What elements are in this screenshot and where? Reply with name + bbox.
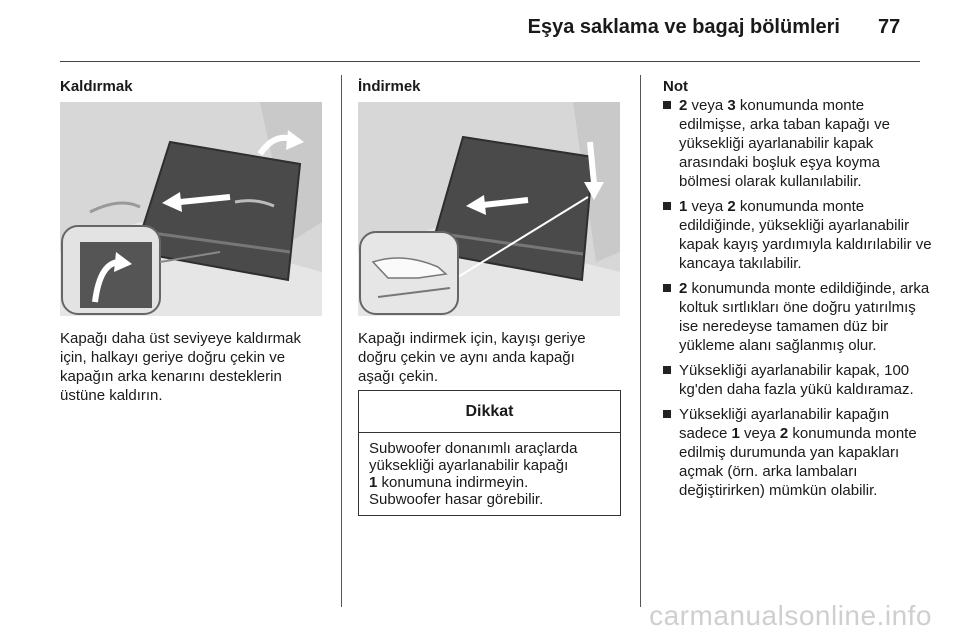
lowering-text-line: doğru çekin ve aynı anda kapağı — [358, 349, 575, 366]
bullet-icon — [663, 410, 671, 418]
bullet-icon — [663, 284, 671, 292]
lifting-illustration — [60, 102, 322, 316]
position-number: 2 — [679, 280, 688, 297]
lowering-text — [358, 329, 586, 386]
note-text: veya — [687, 97, 728, 114]
page-number: 77 — [878, 16, 901, 38]
lifting-text — [60, 329, 301, 405]
lifting-text-line: üstüne kaldırın. — [60, 387, 163, 404]
caution-line-text: konumuna indirmeyin. — [377, 474, 529, 491]
position-number: 2 — [727, 198, 736, 215]
position-number: 3 — [727, 97, 736, 114]
note-heading: Not — [663, 78, 688, 95]
position-number: 1 — [369, 474, 378, 491]
bullet-icon — [663, 366, 671, 374]
lifting-heading: Kaldırmak — [60, 78, 133, 95]
lifting-text-line: Kapağı daha üst seviyeye kaldırmak — [60, 330, 301, 347]
caution-line — [369, 474, 610, 491]
page-header-title: Eşya saklama ve bagaj bölümleri — [527, 16, 840, 38]
note-text: konumunda monte edildiğinde, arka koltuk sırtlıkları öne doğru yatırılmış ise neredeyse tamamen düz bir yükleme alanı sağlanmış olur. — [679, 280, 930, 354]
lifting-text-line: kapağın arka kenarını desteklerin — [60, 368, 282, 385]
note-text: Yüksekliği ayarlanabilir kapak, 100 kg'den daha fazla yükü kaldıramaz. — [679, 362, 914, 398]
position-number: 1 — [731, 425, 740, 442]
position-number: 1 — [679, 198, 688, 215]
position-number: 2 — [779, 425, 789, 442]
bullet-icon — [663, 202, 671, 210]
note-text: konumunda monte edildiğinde, yüksekliği ayarlanabilir kapak kayış yardımıyla kaldırılabilir ve kancaya takılabilir. — [679, 198, 932, 272]
note-item — [663, 96, 933, 191]
note-item — [663, 197, 933, 273]
caution-box — [358, 390, 621, 516]
caution-line: Subwoofer hasar görebilir. — [369, 491, 544, 508]
column-divider-2 — [640, 75, 641, 607]
note-item — [663, 361, 933, 399]
note-text: veya — [687, 198, 728, 215]
caution-line: Subwoofer donanımlı araçlarda — [369, 440, 578, 457]
column-divider-1 — [341, 75, 342, 607]
lowering-text-line: Kapağı indirmek için, kayışı geriye — [358, 330, 586, 347]
lowering-illustration — [358, 102, 620, 316]
watermark: carmanualsonline.info — [649, 600, 932, 631]
lowering-heading: İndirmek — [358, 78, 421, 95]
caution-title: Dikkat — [359, 391, 620, 433]
note-text: konumunda monte edilmişse, arka taban kapağı ve yüksekliği ayarlanabilir kapak arasındaki boşluk eşya koyma bölmesi olarak kullanılabilir. — [679, 97, 890, 190]
note-text: veya — [739, 425, 780, 442]
note-list — [663, 96, 933, 506]
note-item — [663, 279, 933, 355]
caution-line: yüksekliği ayarlanabilir kapağı — [369, 457, 569, 474]
lowering-text-line: aşağı çekin. — [358, 368, 439, 385]
lifting-text-line: için, halkayı geriye doğru çekin ve — [60, 349, 286, 366]
note-text: konumunda monte edilmiş durumunda yan kapakları açmak (örn. arka lambaları değiştirirken) mümkün olabilir. — [679, 425, 917, 499]
position-number: 2 — [679, 97, 688, 114]
note-item — [663, 405, 933, 500]
caution-body — [359, 433, 620, 508]
bullet-icon — [663, 101, 671, 109]
note-text: Yüksekliği ayarlanabilir kapağın sadece — [679, 406, 890, 442]
header-rule — [60, 61, 920, 62]
